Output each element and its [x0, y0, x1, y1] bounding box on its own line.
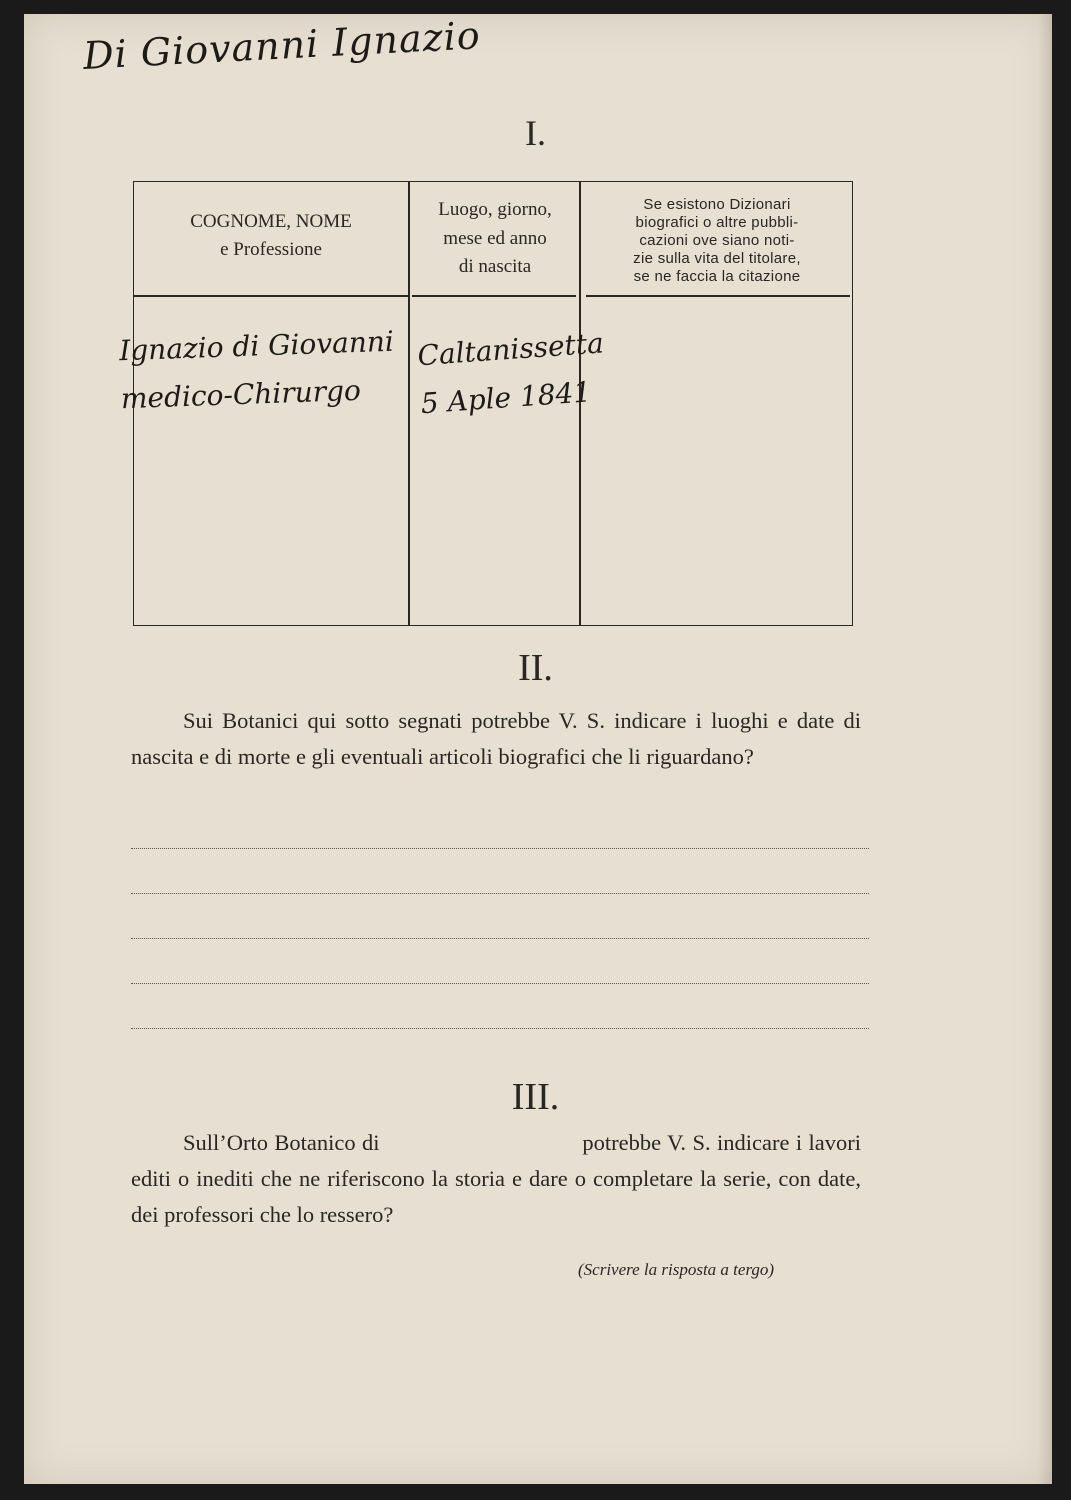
- header-divider: [586, 295, 850, 297]
- answer-line-3: [131, 938, 869, 939]
- section-number-2: II.: [518, 647, 553, 689]
- section-number-3: III.: [511, 1076, 560, 1118]
- section-2-question: Sui Botanici qui sotto segnati potrebbe V. S. indicare i luoghi e date di nascita e di morte e gli eventuali articoli biografici che li riguardano?: [131, 708, 861, 769]
- column-header-birth: Luogo, giorno, mese ed anno di nascita: [438, 199, 552, 277]
- section-number-1: I.: [525, 113, 546, 153]
- answer-line-1: [131, 848, 869, 849]
- reply-note: (Scrivere la risposta a tergo): [578, 1260, 775, 1279]
- header-divider: [134, 295, 408, 297]
- handwritten-header: Di Giovanni Ignazio: [82, 13, 482, 78]
- biography-table: [118, 181, 853, 626]
- handwritten-birth-entry: Caltanissetta 5 Aple 1841: [416, 326, 605, 420]
- handwritten-name-entry: Ignazio di Giovanni medico-Chirurgo: [118, 324, 395, 415]
- column-header-name: COGNOME, NOME e Professione: [190, 211, 352, 260]
- answer-line-2: [131, 893, 869, 894]
- column-header-citation: Se esistono Dizionari biografici o altre pubbli- cazioni ove siano noti- zie sulla vita del titolare, se ne faccia la citazione: [633, 196, 801, 285]
- answer-line-5: [131, 1028, 869, 1029]
- citation-cell: [586, 302, 846, 602]
- answer-line-4: [131, 983, 869, 984]
- section-3-question: Sull’Orto Botanico di potrebbe V. S. indicare i lavori editi o inediti che ne riferiscono la storia e dare o completare la serie, con date, dei professori che lo ressero?: [131, 1130, 861, 1227]
- header-divider: [412, 295, 576, 297]
